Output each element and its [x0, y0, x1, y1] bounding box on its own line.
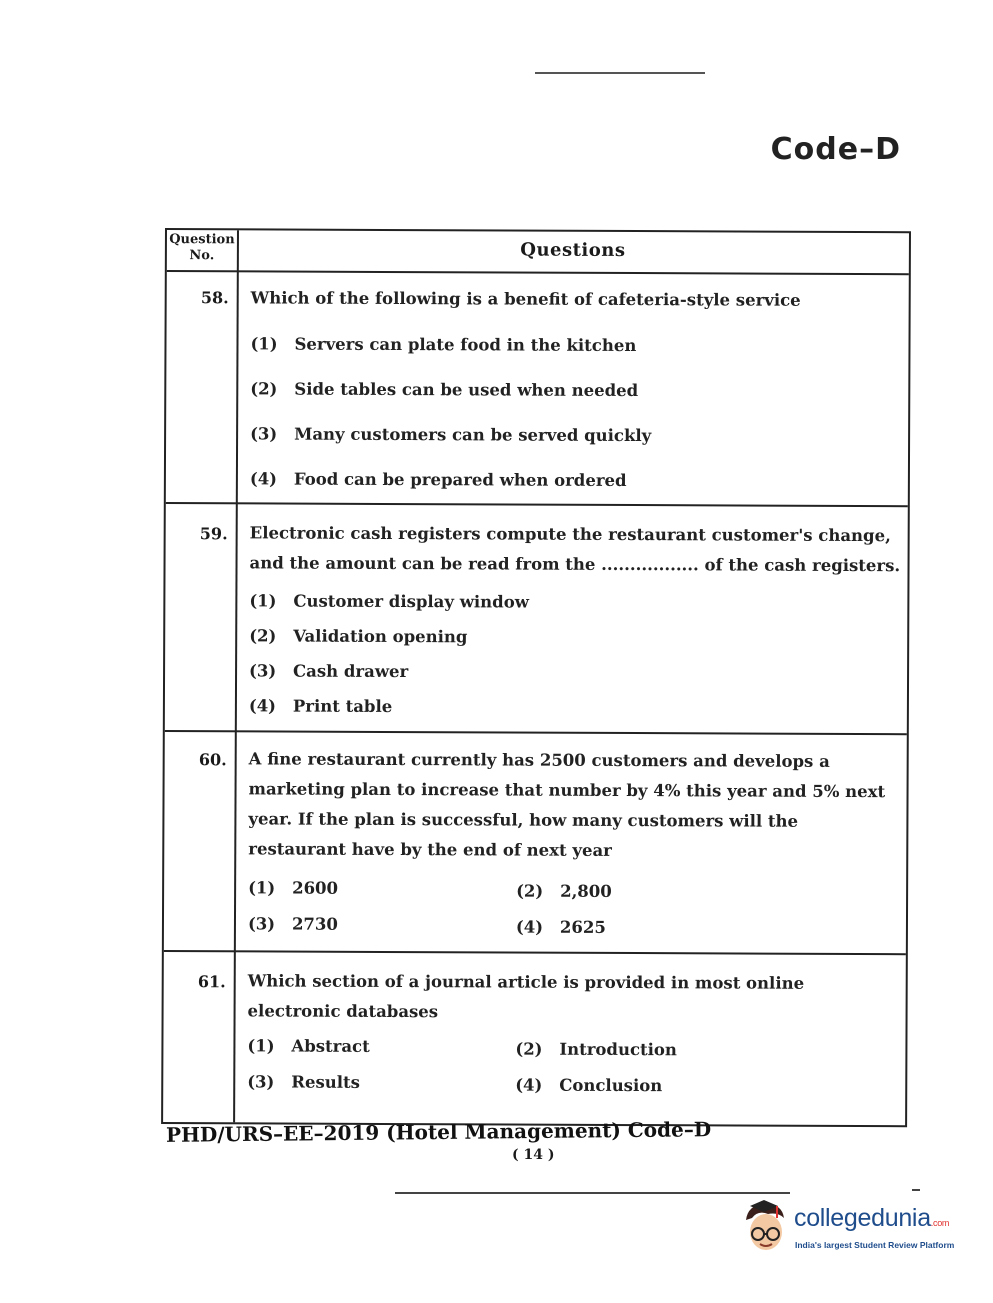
option-text: 2625 — [559, 917, 606, 937]
option-text: Print table — [292, 696, 393, 716]
question-table — [161, 228, 911, 1127]
option — [516, 882, 612, 901]
option-number: (2) — [515, 1039, 543, 1059]
option-text: Abstract — [291, 1036, 370, 1056]
option-number: (1) — [248, 878, 276, 898]
option-text: 2,800 — [560, 881, 612, 901]
option-text: Validation opening — [293, 626, 468, 647]
option-text: Many customers can be served quickly — [294, 424, 652, 446]
option-text: 2600 — [292, 878, 339, 898]
row-separator — [164, 950, 906, 955]
header-question-no: Question No. — [169, 232, 235, 264]
option-number: (1) — [247, 1036, 275, 1056]
option — [249, 626, 467, 646]
option-text: Results — [291, 1072, 361, 1092]
option-number: (3) — [247, 1072, 275, 1092]
footer-title: PHD/URS–EE–2019 (Hotel Management) Code–D — [165, 1117, 712, 1147]
question-number: 61. — [197, 972, 226, 992]
option-text: Conclusion — [559, 1075, 663, 1096]
option — [250, 424, 651, 445]
brand-suffix: .com — [930, 1218, 950, 1228]
option — [250, 334, 636, 355]
option-number: (1) — [250, 334, 278, 354]
page-number: ( 14 ) — [512, 1147, 555, 1163]
option-number: (4) — [248, 696, 277, 716]
option — [247, 1036, 369, 1056]
option-number: (2) — [516, 881, 544, 901]
option — [249, 696, 392, 716]
option-number: (3) — [250, 424, 278, 444]
collegedunia-logo-icon — [738, 1198, 794, 1256]
option — [249, 661, 408, 681]
option-number: (4) — [249, 469, 278, 489]
option-number: (2) — [249, 626, 277, 646]
option-number: (4) — [515, 917, 544, 937]
bottom-rule — [395, 1192, 790, 1194]
option — [248, 914, 338, 933]
option — [515, 1040, 677, 1060]
option — [516, 918, 606, 937]
option-number: (1) — [249, 591, 277, 611]
option-text: Servers can plate food in the kitchen — [294, 334, 637, 356]
corner-mark — [912, 1189, 920, 1191]
row-separator — [165, 730, 907, 735]
collegedunia-watermark — [738, 1196, 968, 1258]
question-text: A fine restaurant currently has 2500 customers and develops a marketing plan to increase that number by 4% this year and 5% next year. If the plan is successful, how many customers will the restaurant have by the end of next year — [248, 749, 886, 860]
code-label: Code–D — [770, 132, 901, 167]
option — [250, 379, 638, 400]
brand-name: collegedunia.com — [794, 1204, 950, 1232]
top-rule — [535, 72, 705, 74]
option — [249, 591, 529, 611]
option-text: Cash drawer — [293, 661, 409, 682]
question-number: 60. — [198, 750, 227, 770]
option — [515, 1076, 662, 1096]
header-questions: Questions — [520, 239, 626, 262]
option-number: (4) — [515, 1075, 543, 1095]
question-number: 59. — [199, 524, 228, 544]
option — [247, 1072, 360, 1091]
option — [248, 878, 338, 897]
row-separator — [166, 502, 908, 507]
table-header-row — [167, 230, 909, 275]
option — [250, 469, 627, 490]
option-number: (2) — [250, 379, 278, 399]
brand-tagline: India's largest Student Review Platform — [795, 1240, 955, 1250]
option-text: 2730 — [291, 914, 338, 934]
option-text: Food can be prepared when ordered — [293, 469, 627, 491]
option-text: Customer display window — [293, 591, 529, 612]
question-text: Which of the following is a benefit of cafeteria-style service — [250, 288, 801, 310]
column-divider — [233, 230, 239, 1122]
question-number: 58. — [200, 288, 229, 308]
question-text: Electronic cash registers compute the restaurant customer's change, and the amount can be read from the ................. of the cash registers. — [249, 523, 901, 576]
option-text: Side tables can be used when needed — [294, 379, 639, 401]
option-number: (3) — [249, 661, 277, 681]
option-number: (3) — [247, 914, 276, 934]
question-text: Which section of a journal article is provided in most online electronic databases — [247, 971, 805, 1022]
option-text: Introduction — [559, 1039, 677, 1060]
